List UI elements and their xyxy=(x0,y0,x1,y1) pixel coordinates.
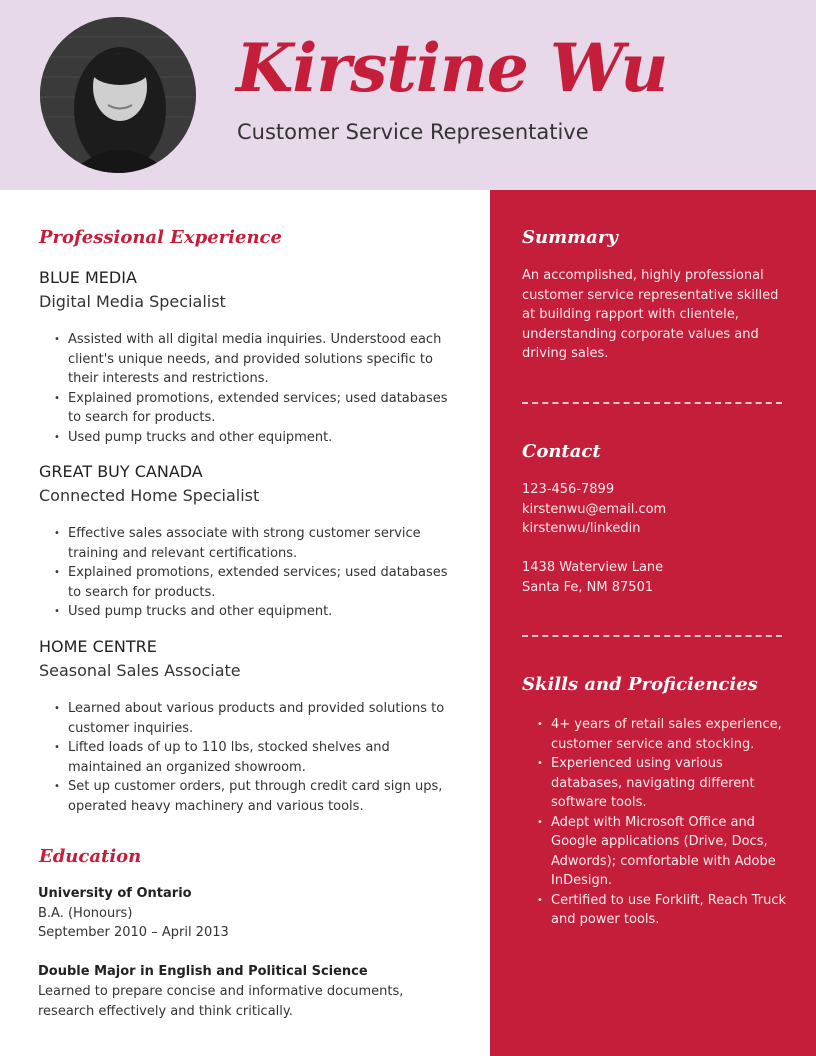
list-item: • Effective sales associate with strong customer service training and relevant certifications. xyxy=(68,524,448,563)
job-title: Connected Home Specialist xyxy=(39,486,260,505)
list-item: • Used pump trucks and other equipment. xyxy=(68,602,448,622)
edu-major: Double Major in English and Political Science xyxy=(38,964,368,979)
list-item: • 4+ years of retail sales experience, customer service and stocking. xyxy=(551,715,787,754)
contact-linkedin: kirstenwu/linkedin xyxy=(522,521,641,536)
portrait-icon xyxy=(40,17,196,173)
header-banner xyxy=(0,0,816,190)
job-bullets xyxy=(68,699,448,816)
left-column xyxy=(0,190,490,1056)
list-item: • Experienced using various databases, navigating different software tools. xyxy=(551,754,787,813)
skills-heading: Skills and Proficiencies xyxy=(522,674,758,695)
list-item: • Assisted with all digital media inquiries. Understood each client's unique needs, and provided solutions specific to their interests and restrictions. xyxy=(68,330,448,389)
candidate-role: Customer Service Representative xyxy=(237,120,589,144)
list-item: • Explained promotions, extended services; used databases to search for products. xyxy=(68,389,448,428)
divider xyxy=(522,402,782,404)
education-heading: Education xyxy=(39,846,142,867)
summary-text: An accomplished, highly professional customer service representative skilled at building rapport with clientele, understanding corporate values and driving sales. xyxy=(522,268,779,361)
list-item: • Explained promotions, extended services; used databases to search for products. xyxy=(68,563,448,602)
profile-photo xyxy=(40,17,196,173)
contact-heading: Contact xyxy=(522,441,601,462)
job-bullets xyxy=(68,524,448,622)
contact-email: kirstenwu@email.com xyxy=(522,502,667,517)
experience-heading: Professional Experience xyxy=(39,227,282,248)
edu-school: University of Ontario xyxy=(38,886,192,901)
list-item: • Certified to use Forklift, Reach Truck and power tools. xyxy=(551,891,787,930)
contact-address-line2: Santa Fe, NM 87501 xyxy=(522,580,654,595)
edu-description: Learned to prepare concise and informative documents, research effectively and think critically. xyxy=(38,984,404,1019)
list-item: • Adept with Microsoft Office and Google applications (Drive, Docs, Adwords); comfortable with Adobe InDesign. xyxy=(551,813,787,891)
job-bullets xyxy=(68,330,448,447)
divider xyxy=(522,635,782,637)
job-title: Seasonal Sales Associate xyxy=(39,661,241,680)
job-title: Digital Media Specialist xyxy=(39,292,226,311)
right-column xyxy=(490,190,816,1056)
edu-degree: B.A. (Honours) xyxy=(38,906,133,921)
job-company: GREAT BUY CANADA xyxy=(39,462,203,481)
list-item: • Lifted loads of up to 110 lbs, stocked shelves and maintained an organized showroom. xyxy=(68,738,448,777)
list-item: • Learned about various products and provided solutions to customer inquiries. xyxy=(68,699,448,738)
contact-phone: 123-456-7899 xyxy=(522,482,615,497)
skills-list xyxy=(551,715,787,930)
list-item: • Used pump trucks and other equipment. xyxy=(68,428,448,448)
candidate-name: Kirstine Wu xyxy=(236,29,668,107)
list-item: • Set up customer orders, put through credit card sign ups, operated heavy machinery and various tools. xyxy=(68,777,448,816)
summary-heading: Summary xyxy=(522,227,618,248)
job-company: BLUE MEDIA xyxy=(39,268,137,287)
edu-dates: September 2010 – April 2013 xyxy=(38,925,229,940)
contact-address-line1: 1438 Waterview Lane xyxy=(522,560,664,575)
job-company: HOME CENTRE xyxy=(39,637,157,656)
